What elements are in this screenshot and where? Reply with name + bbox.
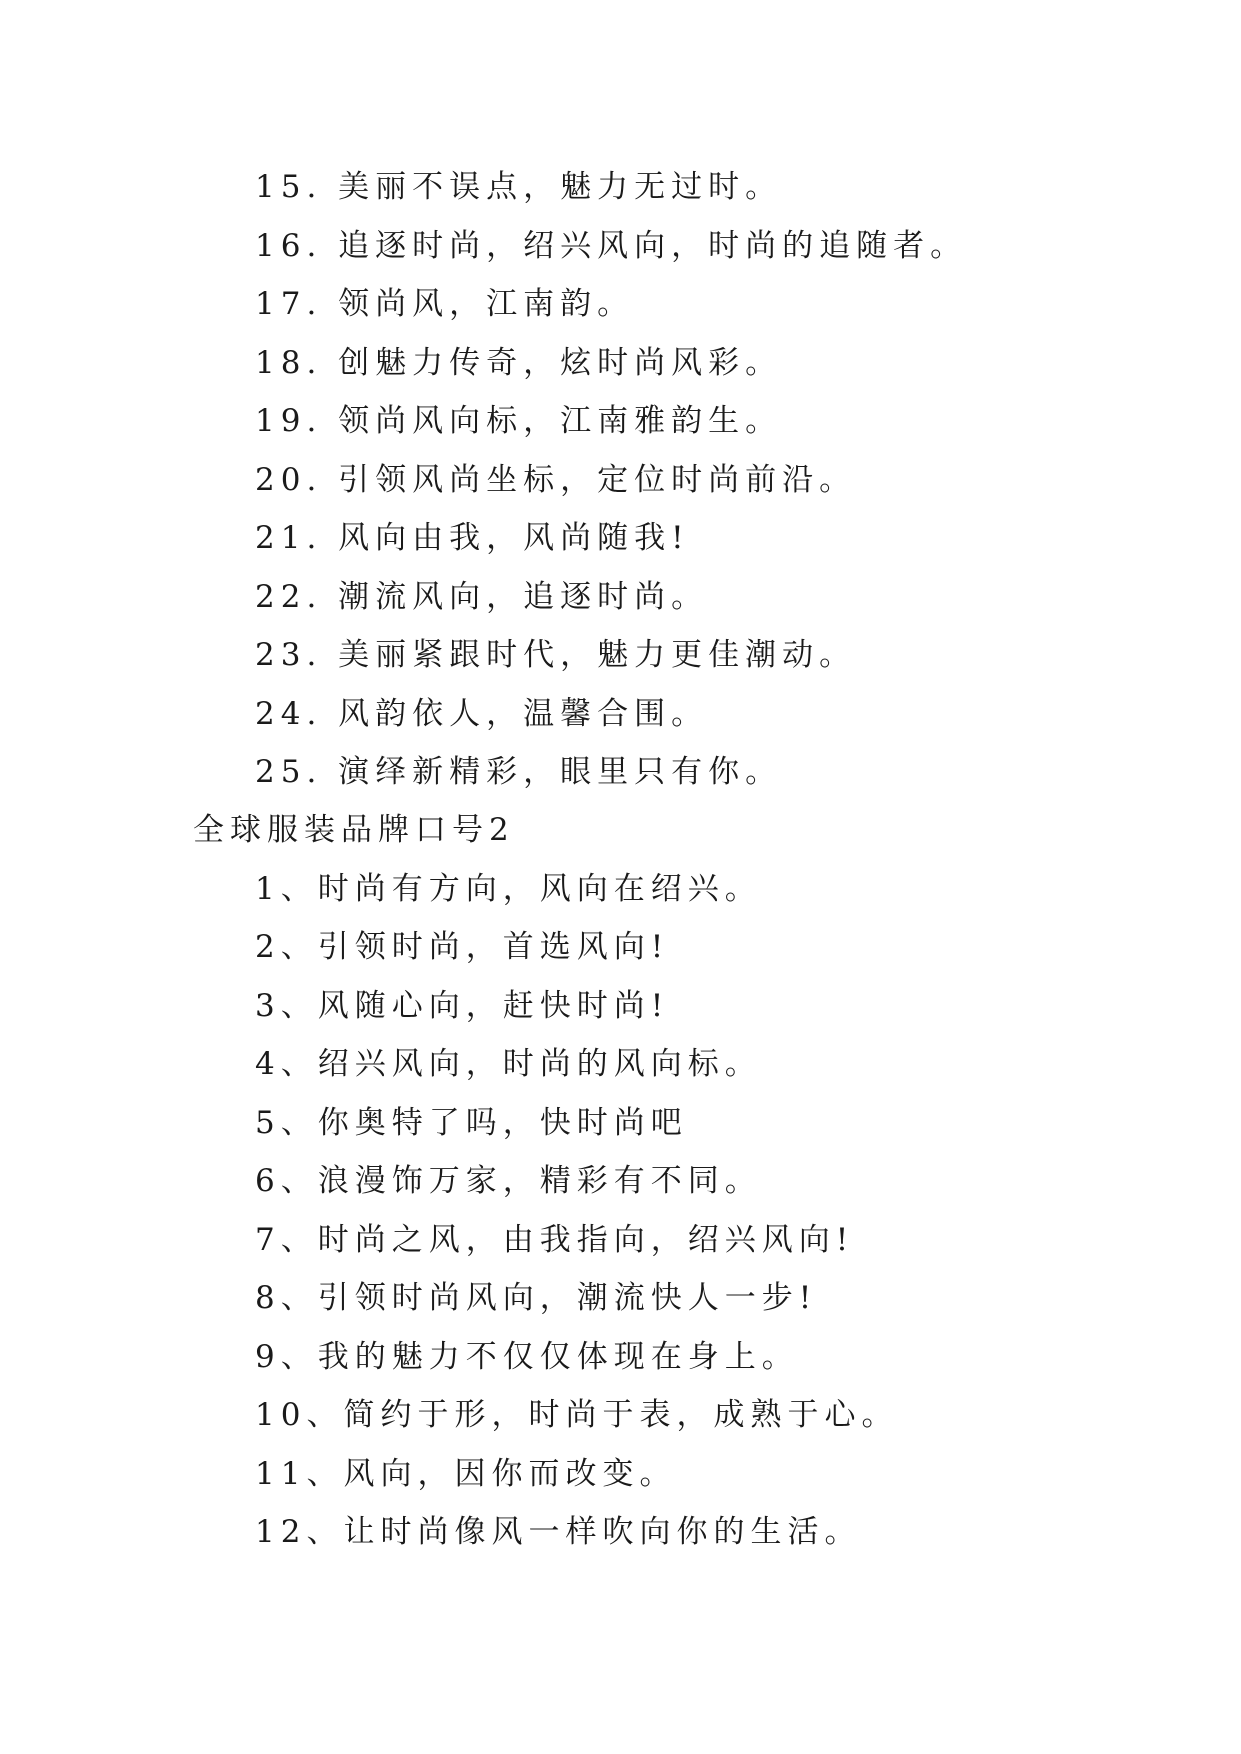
- slogan-line-24: 24. 风韵依人，温馨合围。: [255, 696, 709, 732]
- slogan-line-2-4: 4、绍兴风向，时尚的风向标。: [255, 1046, 762, 1082]
- slogan-line-2-6: 6、浪漫饰万家，精彩有不同。: [255, 1163, 762, 1199]
- slogan-line-2-10: 10、简约于形，时尚于表，成熟于心。: [255, 1397, 899, 1433]
- slogan-line-2-2: 2、引领时尚，首选风向!: [255, 929, 670, 965]
- slogan-line-2-5: 5、你奥特了吗，快时尚吧: [255, 1105, 688, 1141]
- slogan-line-20: 20. 引领风尚坐标，定位时尚前沿。: [255, 462, 857, 498]
- slogan-line-2-1: 1、时尚有方向，风向在绍兴。: [255, 871, 762, 907]
- slogan-line-23: 23. 美丽紧跟时代，魅力更佳潮动。: [255, 637, 857, 673]
- section-heading: 全球服装品牌口号2: [193, 812, 515, 848]
- slogan-line-2-7: 7、时尚之风，由我指向，绍兴风向!: [255, 1222, 855, 1258]
- slogan-line-16: 16. 追逐时尚，绍兴风向，时尚的追随者。: [255, 228, 968, 264]
- slogan-line-2-3: 3、风随心向，赶快时尚!: [255, 988, 670, 1024]
- slogan-line-18: 18. 创魅力传奇，炫时尚风彩。: [255, 345, 783, 381]
- slogan-line-19: 19. 领尚风向标，江南雅韵生。: [255, 403, 783, 439]
- slogan-line-2-12: 12、让时尚像风一样吹向你的生活。: [255, 1514, 862, 1550]
- slogan-line-17: 17. 领尚风，江南韵。: [255, 286, 635, 322]
- slogan-line-2-11: 11、风向，因你而改变。: [255, 1456, 677, 1492]
- slogan-line-15: 15. 美丽不误点，魅力无过时。: [255, 169, 783, 205]
- slogan-line-2-9: 9、我的魅力不仅仅体现在身上。: [255, 1339, 799, 1375]
- slogan-line-22: 22. 潮流风向，追逐时尚。: [255, 579, 709, 615]
- slogan-line-25: 25. 演绎新精彩，眼里只有你。: [255, 754, 783, 790]
- slogan-line-21: 21. 风向由我，风尚随我!: [255, 520, 690, 556]
- slogan-line-2-8: 8、引领时尚风向，潮流快人一步!: [255, 1280, 818, 1316]
